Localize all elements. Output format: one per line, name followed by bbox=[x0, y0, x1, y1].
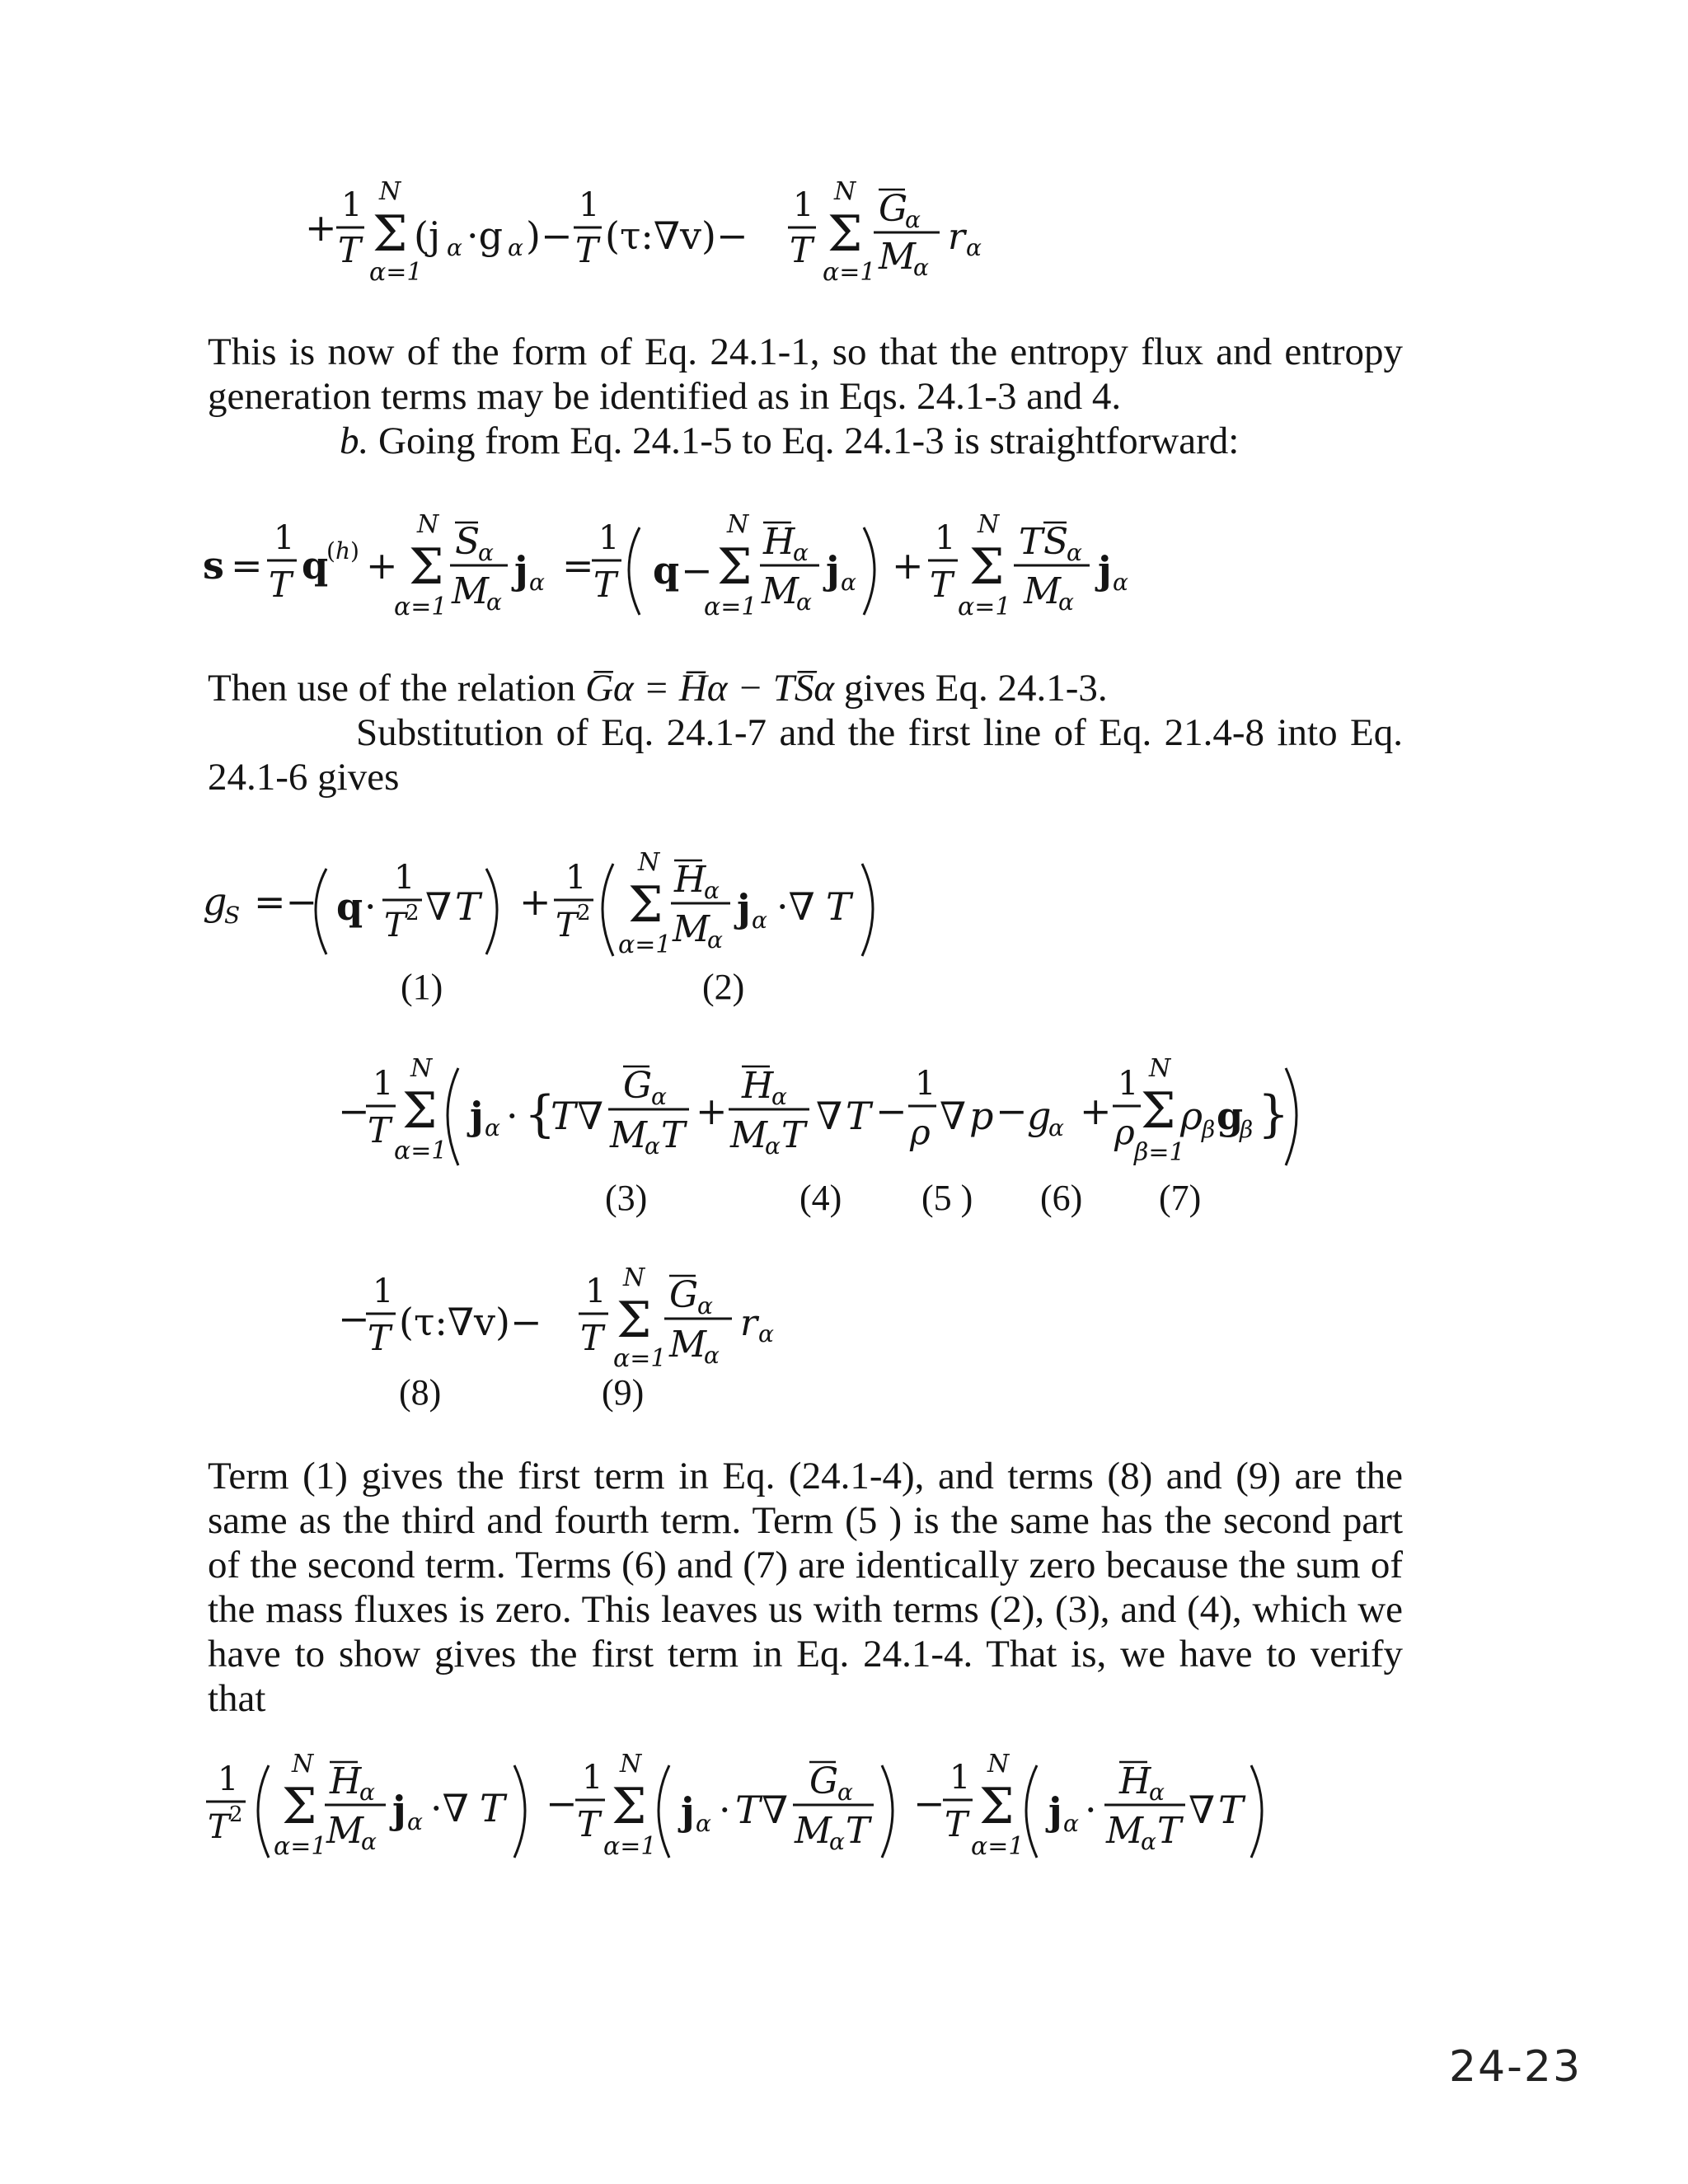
equation-top-svg bbox=[305, 177, 1047, 290]
svg-text:α: α bbox=[1149, 1779, 1165, 1806]
svg-text:−: − bbox=[875, 1089, 907, 1133]
svg-text:ρ: ρ bbox=[910, 1112, 931, 1152]
svg-text:+: + bbox=[1080, 1089, 1112, 1133]
svg-text:q: q bbox=[302, 543, 329, 588]
svg-text:α: α bbox=[707, 926, 723, 954]
term-label-1: (1) bbox=[401, 967, 443, 1007]
svg-text:N: N bbox=[620, 1750, 642, 1779]
svg-text:T: T bbox=[575, 230, 599, 270]
svg-text:α=1: α=1 bbox=[971, 1832, 1025, 1861]
equation-gs-line1-svg bbox=[203, 849, 945, 964]
svg-text:α: α bbox=[447, 234, 462, 261]
paragraph-relation-pre: Then use of the relation bbox=[208, 667, 586, 710]
svg-text:α: α bbox=[645, 1132, 660, 1160]
svg-text:α=1: α=1 bbox=[958, 593, 1011, 621]
svg-text:G: G bbox=[879, 188, 908, 230]
paragraph-entropy-form bbox=[208, 330, 1403, 419]
svg-text:·: · bbox=[506, 1094, 518, 1138]
svg-text:α: α bbox=[1048, 1114, 1064, 1141]
svg-text:T: T bbox=[1157, 1810, 1182, 1852]
term-label-6: (6) bbox=[1040, 1178, 1083, 1218]
svg-text:{: { bbox=[524, 1085, 556, 1143]
paragraph-term-discussion bbox=[208, 1454, 1403, 1721]
svg-text:Σ: Σ bbox=[282, 1778, 317, 1835]
svg-text:+: + bbox=[366, 543, 398, 588]
term-label-7: (7) bbox=[1159, 1178, 1202, 1218]
svg-text:β: β bbox=[1240, 1116, 1254, 1143]
svg-text:α: α bbox=[1067, 539, 1082, 566]
svg-text:T: T bbox=[580, 1318, 604, 1358]
svg-text:α: α bbox=[485, 1114, 500, 1141]
svg-text:α: α bbox=[529, 569, 545, 596]
svg-text:H: H bbox=[674, 859, 706, 901]
svg-text:α: α bbox=[651, 1083, 667, 1110]
svg-text:T: T bbox=[384, 907, 406, 944]
svg-text:α=1: α=1 bbox=[369, 258, 423, 287]
part-b-marker: b. bbox=[340, 419, 369, 462]
svg-text:·: · bbox=[1085, 1788, 1097, 1832]
svg-text:T: T bbox=[551, 1094, 576, 1138]
svg-text:N: N bbox=[727, 510, 749, 539]
svg-text:α=1: α=1 bbox=[823, 258, 876, 287]
svg-text:α: α bbox=[1063, 1810, 1079, 1837]
svg-text:1: 1 bbox=[582, 1759, 603, 1797]
svg-text:α=1: α=1 bbox=[704, 593, 757, 621]
term-label-5: (5 ) bbox=[921, 1178, 973, 1218]
svg-text:α=1: α=1 bbox=[274, 1832, 327, 1861]
svg-text:S: S bbox=[455, 521, 481, 563]
svg-text:α: α bbox=[697, 1292, 713, 1319]
svg-text:Σ: Σ bbox=[1141, 1082, 1176, 1140]
svg-text:T: T bbox=[846, 1094, 871, 1138]
equation-gs-line3-svg bbox=[338, 1263, 799, 1381]
svg-text:N: N bbox=[379, 177, 401, 206]
svg-text:H: H bbox=[1119, 1760, 1151, 1802]
svg-text:H: H bbox=[763, 521, 795, 563]
paragraph-relation-post: gives Eq. 24.1-3. bbox=[834, 667, 1108, 710]
svg-text:∇: ∇ bbox=[816, 1094, 843, 1138]
svg-text:α: α bbox=[486, 588, 502, 616]
svg-text:Σ: Σ bbox=[402, 1082, 438, 1140]
svg-text:T: T bbox=[455, 884, 481, 929]
svg-text:·g: ·g bbox=[467, 213, 504, 258]
svg-text:Σ: Σ bbox=[969, 538, 1005, 596]
svg-text:T: T bbox=[338, 230, 362, 270]
svg-text:α=1: α=1 bbox=[613, 1344, 667, 1373]
svg-text:1: 1 bbox=[373, 1272, 394, 1310]
svg-text:1: 1 bbox=[793, 186, 814, 224]
svg-text:N: N bbox=[834, 177, 856, 206]
svg-text:T: T bbox=[781, 1114, 806, 1156]
svg-text:S: S bbox=[1043, 521, 1069, 563]
svg-text:}: } bbox=[1258, 1085, 1290, 1143]
paragraph-term-discussion-text: Term (1) gives the first term in Eq. (24.1-4), and terms (8) and (9) are the same as the third and fourth term. Term (5 ) is the same has the second part of the second term. Terms (6) and (7) are identically zero because the sum of the mass fluxes is zero. This leaves us with terms (2), (3), and (4), which we have to show gives the first term in Eq. 24.1-4. That is, we have to verify that bbox=[208, 1455, 1403, 1720]
svg-text:α: α bbox=[793, 539, 809, 566]
paragraph-part-b-text: Going from Eq. 24.1-5 to Eq. 24.1-3 is straightforward: bbox=[368, 419, 1240, 462]
svg-text:Σ: Σ bbox=[628, 876, 663, 934]
svg-text:T: T bbox=[368, 1318, 392, 1358]
svg-text:T: T bbox=[735, 1788, 761, 1832]
equation-entropy-flux bbox=[203, 511, 1192, 626]
svg-text:G: G bbox=[809, 1760, 839, 1802]
svg-text:∇: ∇ bbox=[762, 1788, 789, 1832]
equation-top bbox=[305, 177, 1047, 290]
svg-text:α: α bbox=[696, 1810, 711, 1837]
svg-text:−: − bbox=[546, 1781, 578, 1825]
svg-text:T: T bbox=[846, 1810, 870, 1852]
svg-text:1: 1 bbox=[1118, 1065, 1139, 1103]
svg-text:α: α bbox=[1058, 588, 1074, 616]
svg-text:−: − bbox=[996, 1089, 1028, 1133]
svg-text:∇: ∇ bbox=[940, 1094, 967, 1138]
svg-text:α: α bbox=[829, 1828, 845, 1855]
svg-text:j: j bbox=[470, 1094, 484, 1138]
svg-text:α=1: α=1 bbox=[394, 593, 448, 621]
svg-text:M: M bbox=[1024, 570, 1062, 612]
svg-text:j: j bbox=[514, 548, 528, 593]
svg-text:T: T bbox=[269, 565, 293, 605]
term-label-4: (4) bbox=[799, 1178, 842, 1218]
svg-text:·: · bbox=[719, 1788, 731, 1832]
svg-text:j: j bbox=[681, 1789, 695, 1834]
paragraph-substitution-text: Substitution of Eq. 24.1-7 and the first line of Eq. 21.4-8 into Eq. 24.1-6 gives bbox=[208, 711, 1403, 799]
svg-text:M: M bbox=[669, 1324, 707, 1366]
svg-text:−: − bbox=[681, 548, 713, 593]
svg-text:N: N bbox=[978, 510, 1000, 539]
svg-text:1: 1 bbox=[915, 1065, 936, 1103]
svg-text:β: β bbox=[1202, 1116, 1216, 1143]
svg-text:α: α bbox=[841, 569, 856, 596]
svg-text:M: M bbox=[1106, 1810, 1144, 1852]
svg-text:∇: ∇ bbox=[425, 884, 452, 929]
svg-text:g: g bbox=[1027, 1094, 1052, 1138]
svg-text:=−: =− bbox=[254, 879, 318, 924]
svg-text:+: + bbox=[892, 543, 924, 588]
svg-text:α: α bbox=[837, 1779, 853, 1806]
svg-text:T: T bbox=[577, 1804, 601, 1844]
svg-text:T: T bbox=[930, 565, 954, 605]
svg-text:1: 1 bbox=[218, 1760, 239, 1798]
svg-text:T: T bbox=[826, 884, 851, 929]
svg-text:−: − bbox=[913, 1781, 945, 1825]
paragraph-relation bbox=[208, 666, 1403, 710]
svg-text:g: g bbox=[203, 879, 227, 924]
term-label-3: (3) bbox=[605, 1178, 648, 1218]
term-label-2: (2) bbox=[702, 967, 745, 1007]
svg-text:α: α bbox=[796, 588, 812, 616]
svg-text:2: 2 bbox=[229, 1802, 243, 1827]
svg-text:Σ: Σ bbox=[979, 1778, 1015, 1835]
svg-text:(j: (j bbox=[414, 213, 441, 258]
svg-text:α: α bbox=[1113, 569, 1128, 596]
svg-text:α: α bbox=[913, 254, 929, 281]
term-label-9: (9) bbox=[602, 1372, 645, 1413]
svg-text:Σ: Σ bbox=[828, 205, 863, 263]
svg-text:α: α bbox=[765, 1132, 781, 1160]
svg-text:N: N bbox=[292, 1750, 314, 1779]
svg-text:1: 1 bbox=[585, 1272, 607, 1310]
svg-text:−: − bbox=[338, 1296, 370, 1341]
svg-text:α: α bbox=[478, 539, 494, 566]
paragraph-substitution bbox=[208, 710, 1403, 799]
svg-text:Σ: Σ bbox=[617, 1291, 652, 1349]
svg-text:N: N bbox=[987, 1750, 1010, 1779]
svg-text:s: s bbox=[203, 543, 224, 588]
svg-text:T: T bbox=[790, 230, 814, 270]
page-number: 24-23 bbox=[1449, 2042, 1582, 2092]
svg-text:1: 1 bbox=[565, 859, 587, 897]
svg-text:T: T bbox=[661, 1114, 686, 1156]
svg-text:1: 1 bbox=[394, 859, 415, 897]
svg-text:T: T bbox=[1218, 1788, 1244, 1832]
svg-text:1: 1 bbox=[341, 186, 363, 224]
equation-gs-line3 bbox=[338, 1263, 799, 1381]
svg-text:)−: )− bbox=[526, 213, 573, 258]
svg-text:M: M bbox=[673, 908, 710, 950]
svg-text:α: α bbox=[771, 1083, 787, 1110]
svg-text:·∇: ·∇ bbox=[776, 884, 815, 929]
svg-text:α: α bbox=[704, 877, 720, 904]
svg-text:G: G bbox=[669, 1274, 699, 1316]
svg-text:1: 1 bbox=[274, 519, 295, 557]
svg-text:j: j bbox=[1098, 548, 1112, 593]
svg-text:q: q bbox=[653, 548, 680, 593]
svg-text:(h): (h) bbox=[326, 537, 359, 565]
svg-text:α=1: α=1 bbox=[394, 1137, 448, 1165]
paragraph-entropy-form-text: This is now of the form of Eq. 24.1-1, so that the entropy flux and entropy generation terms may be identified as in Eqs. 24.1-3 and 4. bbox=[208, 330, 1403, 418]
svg-text:N: N bbox=[623, 1263, 645, 1292]
svg-text:N: N bbox=[638, 848, 660, 877]
svg-text:p: p bbox=[969, 1094, 994, 1138]
svg-text:=: = bbox=[231, 543, 263, 588]
svg-text:T: T bbox=[208, 1808, 230, 1846]
svg-text:α: α bbox=[508, 234, 523, 261]
svg-text:α: α bbox=[758, 1320, 774, 1347]
svg-text:α: α bbox=[752, 907, 767, 934]
svg-text:α: α bbox=[966, 234, 982, 261]
svg-text:Σ: Σ bbox=[612, 1778, 647, 1835]
svg-text:+: + bbox=[519, 879, 551, 924]
svg-text:·: · bbox=[364, 884, 377, 929]
svg-text:−: − bbox=[338, 1089, 370, 1133]
svg-text:H: H bbox=[330, 1760, 362, 1802]
equation-gs-line1 bbox=[203, 849, 945, 964]
svg-text:+: + bbox=[696, 1089, 728, 1133]
svg-text:M: M bbox=[795, 1810, 832, 1852]
svg-text:T: T bbox=[593, 565, 617, 605]
svg-text:1: 1 bbox=[579, 186, 600, 224]
svg-text:g: g bbox=[1217, 1094, 1244, 1138]
svg-text:j: j bbox=[392, 1788, 406, 1832]
svg-text:α: α bbox=[361, 1828, 377, 1855]
svg-text:α=1: α=1 bbox=[618, 930, 672, 959]
svg-text:2: 2 bbox=[577, 901, 591, 926]
svg-text:2: 2 bbox=[406, 901, 420, 926]
svg-text:j: j bbox=[737, 886, 751, 930]
svg-text:H: H bbox=[742, 1065, 774, 1107]
svg-text:Σ: Σ bbox=[717, 538, 753, 596]
svg-text:M: M bbox=[762, 570, 799, 612]
svg-text:α=1: α=1 bbox=[603, 1832, 657, 1861]
svg-text:j: j bbox=[1048, 1789, 1062, 1834]
svg-text:α: α bbox=[905, 206, 921, 233]
svg-text:T: T bbox=[480, 1786, 505, 1830]
svg-text:α: α bbox=[1141, 1828, 1156, 1855]
svg-text:α: α bbox=[704, 1342, 720, 1369]
equation-entropy-flux-svg bbox=[203, 511, 1192, 626]
svg-text:α: α bbox=[407, 1808, 423, 1835]
svg-text:T: T bbox=[1019, 521, 1043, 563]
svg-text:(τ:∇v)−: (τ:∇v)− bbox=[399, 1300, 542, 1344]
svg-text:q: q bbox=[336, 884, 363, 929]
svg-text:·∇: ·∇ bbox=[430, 1786, 469, 1830]
svg-text:1: 1 bbox=[373, 1065, 394, 1103]
svg-text:r: r bbox=[948, 216, 966, 258]
svg-text:S: S bbox=[224, 902, 241, 929]
svg-text:β=1: β=1 bbox=[1134, 1138, 1185, 1167]
svg-text:∇: ∇ bbox=[1189, 1788, 1216, 1832]
svg-text:T: T bbox=[368, 1110, 392, 1151]
svg-text:N: N bbox=[417, 510, 439, 539]
svg-text:N: N bbox=[410, 1054, 433, 1083]
svg-text:M: M bbox=[452, 570, 490, 612]
svg-text:(τ:∇v)−: (τ:∇v)− bbox=[605, 213, 748, 258]
svg-text:+: + bbox=[305, 205, 337, 250]
equation-verify bbox=[203, 1750, 1274, 1866]
svg-text:M: M bbox=[879, 236, 917, 278]
svg-text:∇: ∇ bbox=[577, 1094, 604, 1138]
svg-text:M: M bbox=[730, 1114, 768, 1156]
equation-gs-line2-svg bbox=[338, 1055, 1368, 1179]
svg-text:1: 1 bbox=[598, 519, 620, 557]
equation-verify-svg bbox=[203, 1750, 1274, 1866]
svg-text:G: G bbox=[623, 1065, 653, 1107]
svg-text:α: α bbox=[359, 1779, 375, 1806]
svg-text:ρ: ρ bbox=[1180, 1094, 1203, 1138]
svg-text:M: M bbox=[610, 1114, 648, 1156]
svg-text:ρ: ρ bbox=[1114, 1112, 1135, 1152]
inline-gibbs-relation: G̅α = H̅α − TS̅α bbox=[585, 667, 835, 710]
svg-text:j: j bbox=[826, 548, 840, 593]
svg-text:=: = bbox=[562, 543, 594, 588]
svg-text:T: T bbox=[945, 1804, 968, 1844]
svg-text:1: 1 bbox=[935, 519, 956, 557]
paragraph-part-b bbox=[208, 419, 1403, 463]
svg-text:M: M bbox=[326, 1810, 364, 1852]
equation-gs-line2 bbox=[338, 1055, 1368, 1179]
svg-text:T: T bbox=[556, 907, 578, 944]
term-label-8: (8) bbox=[399, 1372, 442, 1413]
svg-text:1: 1 bbox=[950, 1759, 971, 1797]
svg-text:N: N bbox=[1149, 1054, 1171, 1083]
svg-text:Σ: Σ bbox=[373, 205, 408, 263]
svg-text:Σ: Σ bbox=[409, 538, 444, 596]
svg-text:r: r bbox=[740, 1302, 758, 1344]
